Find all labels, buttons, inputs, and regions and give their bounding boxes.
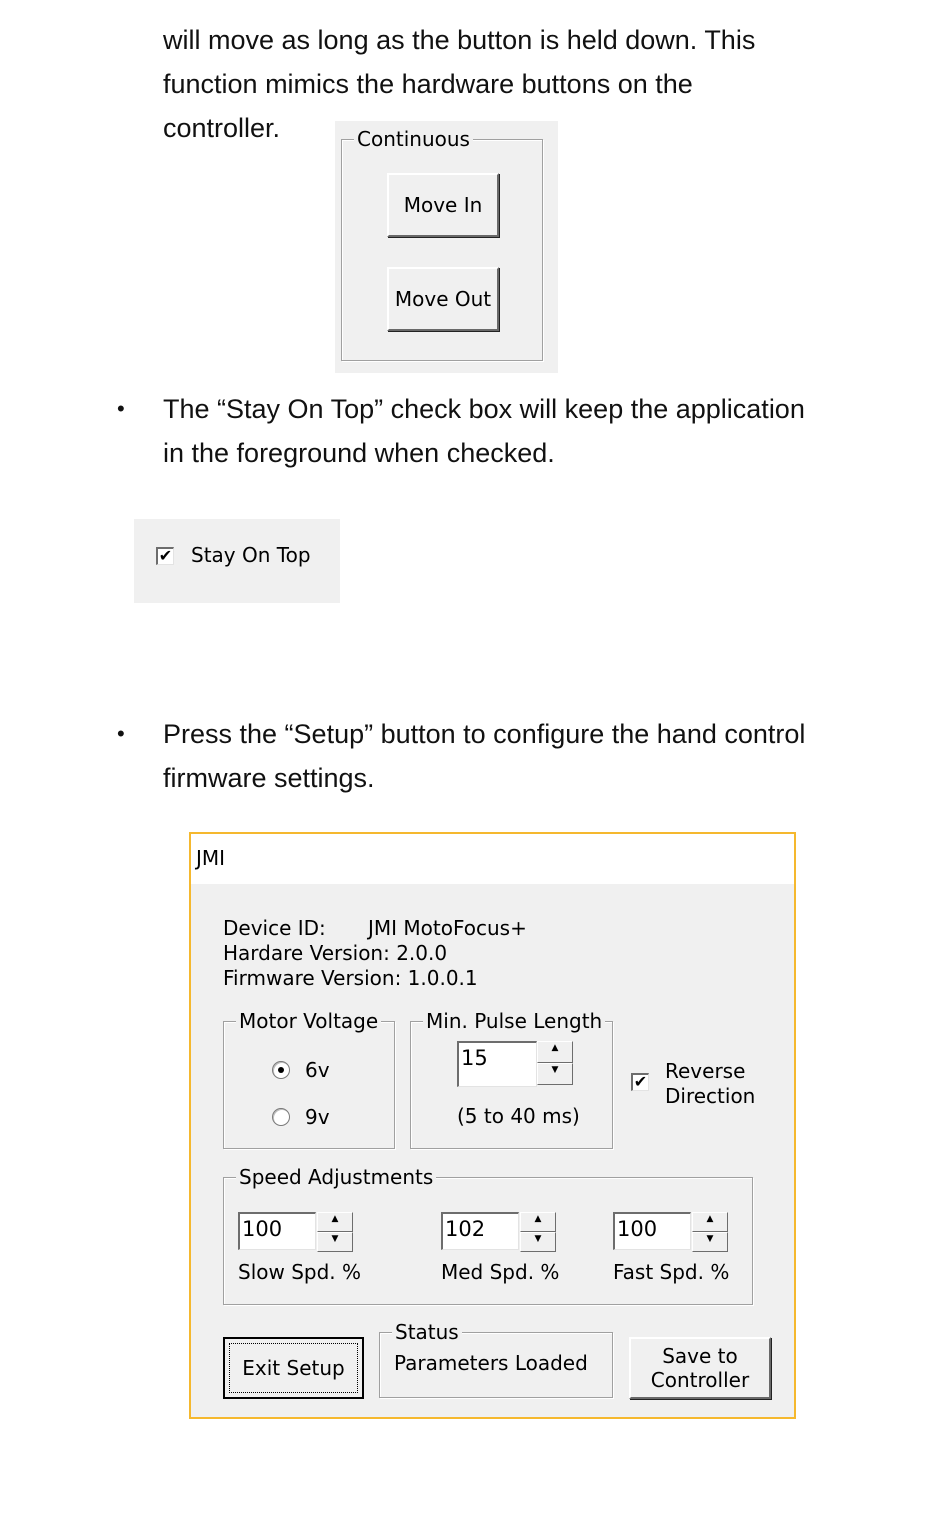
paragraph-line: The “Stay On Top” check box will keep the application — [163, 394, 805, 424]
spin-up-icon[interactable]: ▲ — [692, 1212, 728, 1232]
fast-speed-label: Fast Spd. % — [613, 1260, 730, 1284]
status-group — [379, 1320, 613, 1398]
spin-up-icon[interactable]: ▲ — [317, 1212, 353, 1232]
spin-up-icon[interactable]: ▲ — [537, 1041, 573, 1063]
motor-voltage-group — [223, 1009, 395, 1149]
radio-selected-dot — [278, 1067, 284, 1073]
slow-speed-spinner[interactable] — [317, 1212, 353, 1252]
bullet-icon: • — [117, 396, 125, 421]
stay-on-top-panel — [134, 519, 340, 603]
spin-up-icon[interactable]: ▲ — [520, 1212, 556, 1232]
spin-down-icon[interactable]: ▼ — [520, 1232, 556, 1252]
device-id-label: Device ID: — [223, 916, 326, 940]
window-titlebar — [191, 834, 794, 884]
paragraph-line: controller. — [163, 113, 281, 143]
paragraph-line: Press the “Setup” button to configure the hand control — [163, 719, 806, 749]
min-pulse-range: (5 to 40 ms) — [457, 1104, 580, 1128]
paragraph-line: firmware settings. — [163, 763, 375, 793]
window-title: JMI — [196, 846, 226, 870]
jmi-setup-window — [189, 832, 796, 1419]
bullet-icon: • — [117, 721, 125, 746]
continuous-title: Continuous — [354, 128, 473, 150]
spin-down-icon[interactable]: ▼ — [317, 1232, 353, 1252]
spin-down-icon[interactable]: ▼ — [692, 1232, 728, 1252]
status-text: Parameters Loaded — [394, 1351, 588, 1375]
move-out-button[interactable]: Move Out — [387, 267, 499, 331]
spin-down-icon[interactable]: ▼ — [537, 1063, 573, 1085]
save-to-controller-button[interactable] — [629, 1337, 771, 1399]
firmware-version: Firmware Version: 1.0.0.1 — [223, 966, 478, 990]
med-speed-spinner[interactable] — [520, 1212, 556, 1252]
slow-speed-input[interactable]: 100 — [238, 1212, 316, 1250]
radio-6v[interactable] — [272, 1061, 290, 1079]
exit-setup-button[interactable]: Exit Setup — [223, 1337, 364, 1399]
med-speed-label: Med Spd. % — [441, 1260, 560, 1284]
status-title: Status — [392, 1321, 462, 1343]
paragraph-line: in the foreground when checked. — [163, 438, 555, 468]
min-pulse-input[interactable]: 15 — [457, 1041, 537, 1087]
reverse-direction-checkbox[interactable]: ✔ — [631, 1073, 649, 1091]
radio-9v[interactable] — [272, 1108, 290, 1126]
fast-speed-spinner[interactable] — [692, 1212, 728, 1252]
hardware-version: Hardare Version: 2.0.0 — [223, 941, 448, 965]
speed-adjustments-title: Speed Adjustments — [236, 1166, 436, 1188]
move-in-button[interactable]: Move In — [387, 173, 499, 237]
radio-6v-label: 6v — [305, 1058, 330, 1082]
radio-9v-label: 9v — [305, 1105, 330, 1129]
save-label-line1: Save to — [662, 1344, 738, 1368]
device-id-value: JMI MotoFocus+ — [368, 916, 527, 940]
save-label-line2: Controller — [650, 1368, 750, 1392]
med-speed-input[interactable]: 102 — [441, 1212, 519, 1250]
paragraph-line: function mimics the hardware buttons on the — [163, 69, 693, 99]
continuous-panel — [335, 121, 558, 373]
stay-on-top-checkbox[interactable]: ✔ — [156, 547, 174, 565]
fast-speed-input[interactable]: 100 — [613, 1212, 691, 1250]
slow-speed-label: Slow Spd. % — [238, 1260, 362, 1284]
reverse-direction-label-line1: Reverse — [665, 1059, 746, 1083]
motor-voltage-title: Motor Voltage — [236, 1010, 381, 1032]
reverse-direction-label-line2: Direction — [665, 1084, 756, 1108]
min-pulse-spinner[interactable] — [537, 1041, 573, 1085]
min-pulse-title: Min. Pulse Length — [423, 1010, 605, 1032]
stay-on-top-label: Stay On Top — [191, 543, 311, 567]
paragraph-line: will move as long as the button is held down. This — [163, 25, 756, 55]
